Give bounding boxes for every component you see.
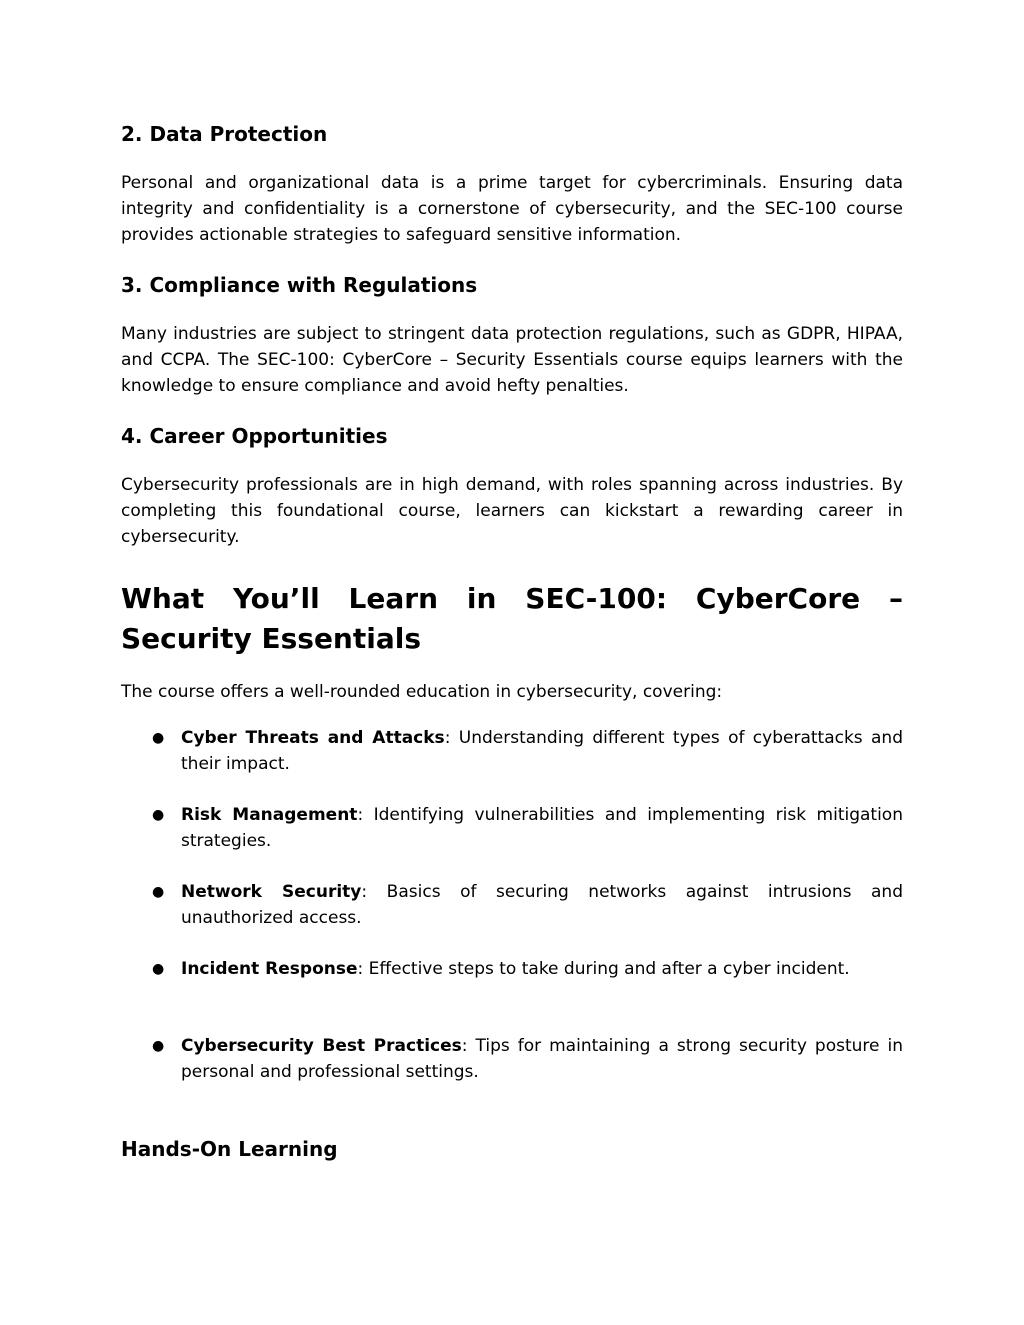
learn-intro: The course offers a well-rounded education in cybersecurity, covering: bbox=[121, 682, 723, 702]
list-item-text bbox=[181, 879, 903, 931]
list-item-desc: : Basics of securing networks against intrusions and unauthorized access. bbox=[181, 882, 903, 928]
list-item-term: Incident Response bbox=[181, 959, 358, 979]
section-body-career: Cybersecurity professionals are in high demand, with roles spanning across industries. By completing this foundational course, learners can kickstart a rewarding career in cybersecurity. bbox=[121, 475, 903, 547]
learn-heading: What You’ll Learn in SEC-100: CyberCore – Security Essentials bbox=[121, 582, 903, 655]
section-body-compliance: Many industries are subject to stringent data protection regulations, such as GDPR, HIPAA, and CCPA. The SEC-100: CyberCore – Security Essentials course equips learners with the knowledge to ensure compliance and avoid hefty penalties. bbox=[121, 324, 903, 396]
list-item-term: Network Security bbox=[181, 882, 362, 902]
section-body-data-protection: Personal and organizational data is a prime target for cybercriminals. Ensuring data integrity and confidentiality is a cornerstone of cybersecurity, and the SEC-100 course provides actionable strategies to safeguard sensitive information. bbox=[121, 173, 903, 245]
list-item-text bbox=[181, 725, 903, 777]
list-item-term: Risk Management bbox=[181, 805, 358, 825]
bullet-icon: ● bbox=[152, 807, 165, 823]
bullet-icon: ● bbox=[152, 884, 165, 900]
list-item-desc: : Understanding different types of cyberattacks and their impact. bbox=[181, 728, 903, 774]
bullet-icon: ● bbox=[152, 730, 165, 746]
section-heading-data-protection: 2. Data Protection bbox=[121, 122, 328, 146]
section-heading-hands-on: Hands-On Learning bbox=[121, 1137, 338, 1161]
bullet-icon: ● bbox=[152, 1038, 165, 1054]
list-item-desc: : Tips for maintaining a strong security posture in personal and professional settings. bbox=[181, 1036, 903, 1082]
list-item-text bbox=[181, 802, 903, 854]
section-heading-compliance: 3. Compliance with Regulations bbox=[121, 273, 478, 297]
list-item-desc: : Effective steps to take during and after a cyber incident. bbox=[357, 959, 850, 979]
bullet-icon: ● bbox=[152, 961, 165, 977]
section-heading-career: 4. Career Opportunities bbox=[121, 424, 388, 448]
list-item-term: Cybersecurity Best Practices bbox=[181, 1036, 462, 1056]
list-item-text bbox=[181, 1033, 903, 1085]
list-item-term: Cyber Threats and Attacks bbox=[181, 728, 445, 748]
list-item-text bbox=[181, 956, 903, 982]
list-item-desc: : Identifying vulnerabilities and implementing risk mitigation strategies. bbox=[181, 805, 903, 851]
